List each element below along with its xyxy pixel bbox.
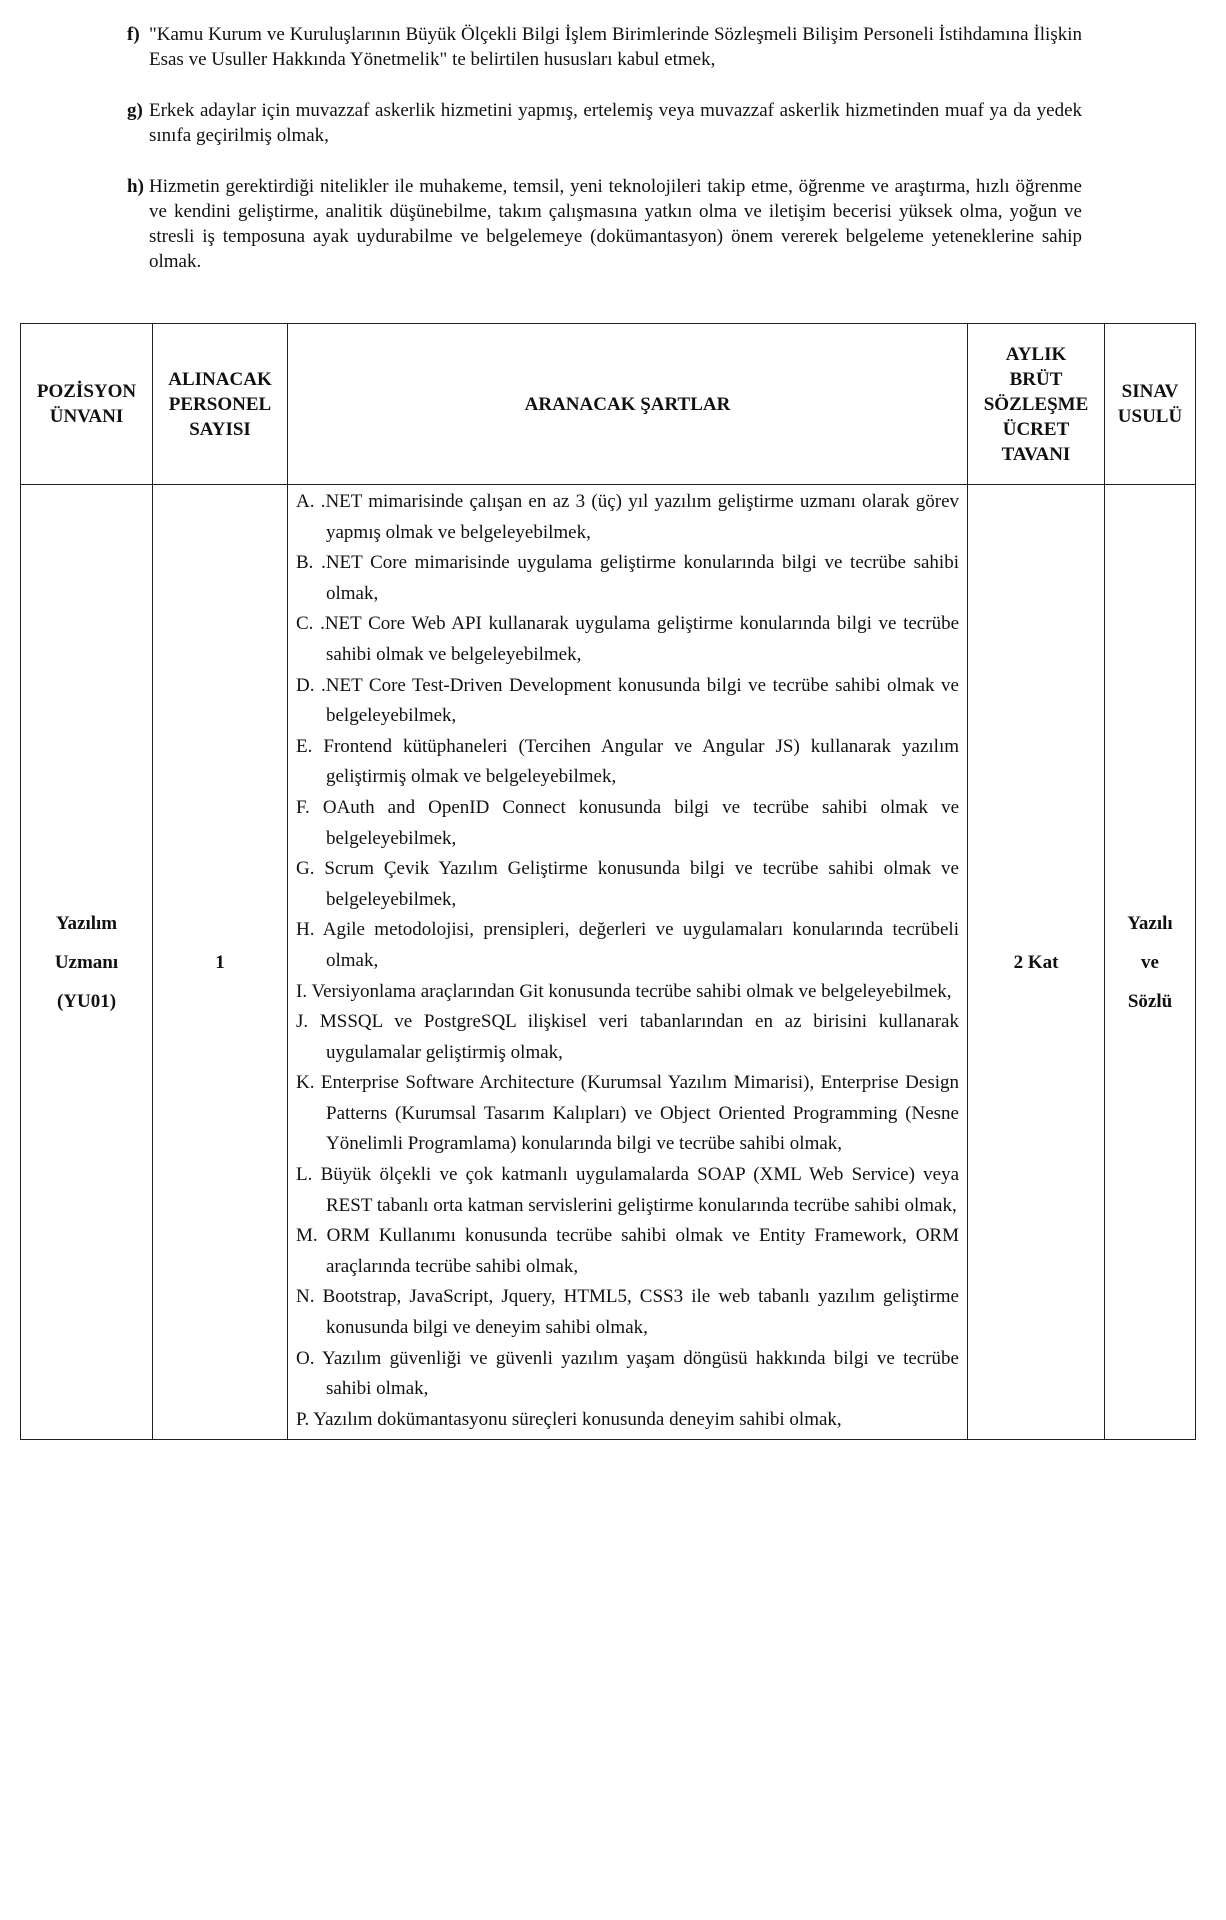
item-label: h) xyxy=(127,176,144,197)
condition-item: A. .NET mimarisinde çalışan en az 3 (üç) yıl yazılım geliştirme uzmanı olarak görev yapmış olmak ve belgeleyebilmek, xyxy=(296,491,959,543)
header-conditions xyxy=(288,324,968,485)
cell-conditions xyxy=(288,485,968,1440)
condition-item: M. ORM Kullanımı konusunda tecrübe sahibi olmak ve Entity Framework, ORM araçlarında tecrübe sahibi olmak, xyxy=(296,1225,959,1277)
intro-item-h xyxy=(127,174,1082,274)
header-line: SÖZLEŞME xyxy=(983,393,1089,415)
header-line: ÜCRET xyxy=(1002,418,1070,440)
item-label: g) xyxy=(127,100,143,121)
cell-position xyxy=(21,485,153,1440)
header-line: ARANACAK ŞARTLAR xyxy=(524,393,731,415)
header-line: TAVANI xyxy=(1001,443,1071,465)
position-line: (YU01) xyxy=(56,990,117,1012)
position-line: Uzmanı xyxy=(54,951,119,973)
cell-salary: 2 Kat xyxy=(968,485,1105,1440)
exam-line: Sözlü xyxy=(1127,990,1173,1012)
header-line: BRÜT xyxy=(1009,368,1063,390)
item-label: f) xyxy=(127,24,140,45)
condition-item: F. OAuth and OpenID Connect konusunda bilgi ve tecrübe sahibi olmak ve belgeleyebilmek, xyxy=(296,796,959,849)
condition-item: H. Agile metodolojisi, prensipleri, değerleri ve uygulamaları konularında tecrübeli olmak, xyxy=(296,919,959,971)
item-text: "Kamu Kurum ve Kuruluşlarının Büyük Ölçekli Bilgi İşlem Birimlerinde Sözleşmeli Bilişim Personeli İstihdamına İlişkin Esas ve Usuller Hakkında Yönetmelik" te belirtilen hususları kabul etmek, xyxy=(149,24,1082,70)
header-position xyxy=(21,324,153,485)
table-row xyxy=(21,485,1196,1440)
header-line: USULÜ xyxy=(1117,406,1183,427)
header-line: SAYISI xyxy=(189,418,251,440)
intro-item-g xyxy=(127,98,1082,148)
header-line: ALINACAK xyxy=(168,368,272,390)
intro-list xyxy=(127,22,1082,300)
condition-item: L. Büyük ölçekli ve çok katmanlı uygulamalarda SOAP (XML Web Service) veya REST tabanlı orta katman servislerini geliştirme konularında tecrübe sahibi olmak, xyxy=(296,1164,959,1216)
condition-item: I. Versiyonlama araçlarından Git konusunda tecrübe sahibi olmak ve belgeleyebilmek, xyxy=(296,980,952,1002)
header-line: POZİSYON xyxy=(36,381,137,402)
condition-item: J. MSSQL ve PostgreSQL ilişkisel veri tabanlarından en az birisini kullanarak uygulamalar geliştirmiş olmak, xyxy=(296,1011,959,1063)
header-count xyxy=(153,324,288,485)
exam-line: Yazılı xyxy=(1127,912,1173,934)
intro-item-f xyxy=(127,22,1082,72)
item-text: Erkek adaylar için muvazzaf askerlik hizmetini yapmış, ertelemiş veya muvazzaf askerlik hizmetinden muaf ya da yedek sınıfa geçirilmiş olmak, xyxy=(149,100,1082,146)
cell-exam xyxy=(1105,485,1196,1440)
condition-item: D. .NET Core Test-Driven Development konusunda bilgi ve tecrübe sahibi olmak ve belgeleyebilmek, xyxy=(296,674,959,727)
header-line: ÜNVANI xyxy=(49,406,124,427)
condition-item: E. Frontend kütüphaneleri (Tercihen Angular ve Angular JS) kullanarak yazılım geliştirmiş olmak ve belgeleyebilmek, xyxy=(296,735,959,788)
header-salary xyxy=(968,324,1105,485)
condition-item: B. .NET Core mimarisinde uygulama geliştirme konularında bilgi ve tecrübe sahibi olmak, xyxy=(296,552,959,604)
condition-item: P. Yazılım dokümantasyonu süreçleri konusunda deneyim sahibi olmak, xyxy=(296,1408,842,1430)
header-exam xyxy=(1105,324,1196,485)
position-line: Yazılım xyxy=(55,912,118,934)
cell-count: 1 xyxy=(153,485,288,1440)
positions-table xyxy=(20,323,1196,1440)
condition-item: O. Yazılım güvenliği ve güvenli yazılım yaşam döngüsü hakkında bilgi ve tecrübe sahibi olmak, xyxy=(296,1347,959,1400)
exam-line: ve xyxy=(1141,951,1159,973)
condition-item: N. Bootstrap, JavaScript, Jquery, HTML5, CSS3 ile web tabanlı yazılım geliştirme konusunda bilgi ve deneyim sahibi olmak, xyxy=(296,1286,959,1339)
condition-item: K. Enterprise Software Architecture (Kurumsal Yazılım Mimarisi), Enterprise Design Patterns (Kurumsal Tasarım Kalıpları) ve Object Oriented Programming (Nesne Yönelimli Programlama) konularında bilgi ve tecrübe sahibi olmak, xyxy=(296,1072,959,1155)
table-header-row xyxy=(21,324,1196,485)
item-text: Hizmetin gerektirdiği nitelikler ile muhakeme, temsil, yeni teknolojileri takip etme, öğrenme ve araştırma, hızlı öğrenme ve kendini geliştirme, analitik düşünebilme, takım çalışmasına yatkın olma ve iletişim becerisi yüksek olma, yoğun ve stresli iş temposuna ayak uydurabilme ve belgelemeye (dokümantasyon) önem vererek belgeleme yeteneklerine sahip olmak. xyxy=(149,176,1082,272)
header-line: SINAV xyxy=(1121,381,1179,402)
condition-item: G. Scrum Çevik Yazılım Geliştirme konusunda bilgi ve tecrübe sahibi olmak ve belgeleyebilmek, xyxy=(296,858,959,910)
header-line: AYLIK xyxy=(1005,343,1067,365)
condition-item: C. .NET Core Web API kullanarak uygulama geliştirme konularında bilgi ve tecrübe sahibi olmak ve belgeleyebilmek, xyxy=(296,613,959,665)
header-line: PERSONEL xyxy=(168,393,272,415)
